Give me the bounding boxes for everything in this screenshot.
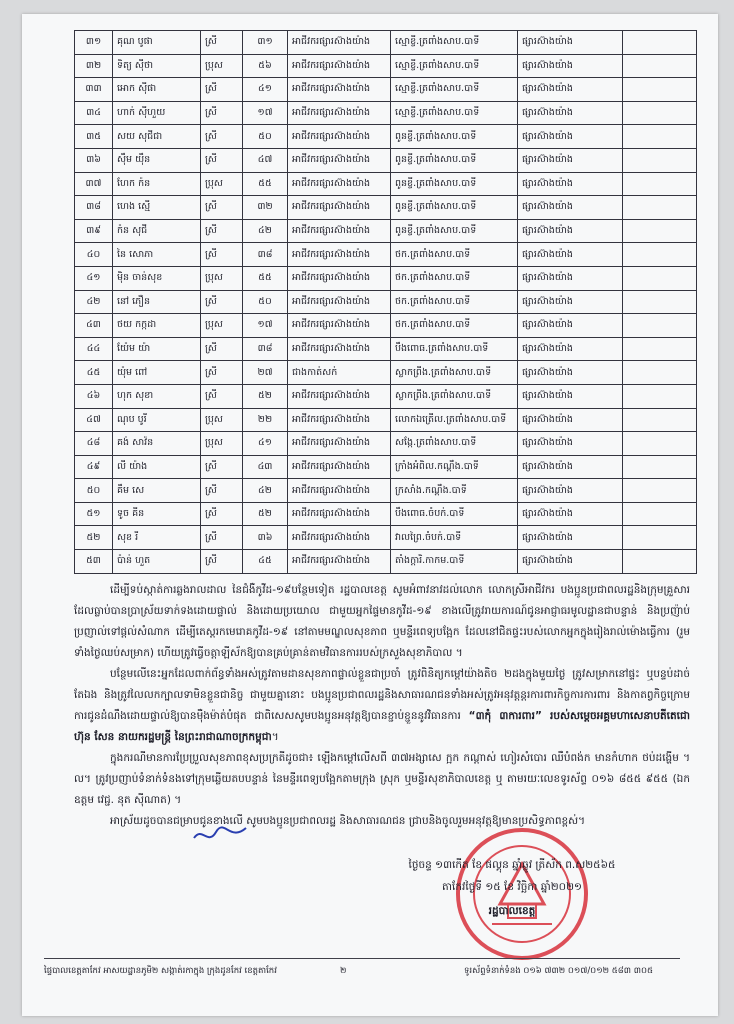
table-cell: ស្មោខ្ចី.ត្រពាំងសាប.បាទី <box>391 101 518 125</box>
table-cell: អាជីវករផ្សារស៊ាងយ៉ាង <box>288 54 391 78</box>
table-cell: ថក.ត្រពាំងសាប.បាទី <box>391 290 518 314</box>
table-cell: ៣១ <box>75 31 113 55</box>
table-cell: ផ្សារស៊ាងយ៉ាង <box>518 78 623 102</box>
table-cell: ស្រី <box>201 101 243 125</box>
table-cell: ៥៥ <box>243 266 288 290</box>
table-cell: ផ្សារស៊ាងយ៉ាង <box>518 550 623 574</box>
table-cell: ថក.ត្រពាំងសាប.បាទី <box>391 314 518 338</box>
signatory: រដ្ឋបាលខេត្ត <box>488 905 536 917</box>
table-cell: ក៉ន សុជី <box>113 219 201 243</box>
table-cell: ៤០ <box>75 243 113 267</box>
table-cell: ផ្សារស៊ាងយ៉ាង <box>518 101 623 125</box>
table-cell: អាជីវករផ្សារស៊ាងយ៉ាង <box>288 455 391 479</box>
table-cell: ផ្សារស៊ាងយ៉ាង <box>518 502 623 526</box>
table-row <box>75 172 697 196</box>
table-cell <box>623 219 697 243</box>
table-cell: ម៉ិន ចាន់សុខ <box>113 266 201 290</box>
table-cell: ២២ <box>243 408 288 432</box>
roster-table <box>74 30 697 574</box>
table-cell: ផ្សារស៊ាងយ៉ាង <box>518 384 623 408</box>
table-cell: ផ្សារស៊ាងយ៉ាង <box>518 125 623 149</box>
table-cell: ៣៧ <box>75 172 113 196</box>
table-cell: ផ្សារស៊ាងយ៉ាង <box>518 54 623 78</box>
table-row <box>75 196 697 220</box>
table-cell: ពូនខ្ចី.ត្រពាំងសាប.បាទី <box>391 172 518 196</box>
table-cell: ២៧ <box>243 361 288 385</box>
table-cell: អាជីវករផ្សារស៊ាងយ៉ាង <box>288 219 391 243</box>
table-row <box>75 361 697 385</box>
table-cell: ផ្សារស៊ាងយ៉ាង <box>518 31 623 55</box>
table-row <box>75 526 697 550</box>
table-cell: ក្រាំងអំពិល.កណ្តឹង.បាទី <box>391 455 518 479</box>
table-cell: ៤៧ <box>243 148 288 172</box>
table-cell: អាជីវករផ្សារស៊ាងយ៉ាង <box>288 550 391 574</box>
table-cell: ៣៦ <box>243 526 288 550</box>
table-cell: ប្រុស <box>201 408 243 432</box>
table-cell: គឹម សេ <box>113 479 201 503</box>
closing-block <box>322 854 702 922</box>
table-cell: នៅ ភឿន <box>113 290 201 314</box>
table-cell: ៣២ <box>75 54 113 78</box>
table-cell: អាជីវករផ្សារស៊ាងយ៉ាង <box>288 172 391 196</box>
table-cell: អាជីវករផ្សារស៊ាងយ៉ាង <box>288 125 391 149</box>
table-cell: ផ្សារស៊ាងយ៉ាង <box>518 196 623 220</box>
table-cell: អាជីវករផ្សារស៊ាងយ៉ាង <box>288 526 391 550</box>
table-cell <box>623 243 697 267</box>
table-row <box>75 219 697 243</box>
table-cell: ១៧ <box>243 101 288 125</box>
table-cell: ៣៨ <box>243 243 288 267</box>
table-cell: ក្រសាំង.កណ្តឹង.បាទី <box>391 479 518 503</box>
table-cell: ហែក ក៉ន <box>113 172 201 196</box>
table-cell: ផ្សារស៊ាងយ៉ាង <box>518 219 623 243</box>
table-cell <box>623 101 697 125</box>
table-cell: ៤១ <box>75 266 113 290</box>
table-cell: ៥៦ <box>243 54 288 78</box>
table-cell: ផ្សារស៊ាងយ៉ាង <box>518 432 623 456</box>
document-page <box>22 14 718 1016</box>
table-cell: ស្រី <box>201 337 243 361</box>
table-row <box>75 31 697 55</box>
table-cell: ផ្សារស៊ាងយ៉ាង <box>518 172 623 196</box>
table-cell: ផ្សារស៊ាងយ៉ាង <box>518 290 623 314</box>
table-cell: ៣៨ <box>243 337 288 361</box>
table-cell: ៤៨ <box>75 432 113 456</box>
table-cell: ប្រុស <box>201 54 243 78</box>
table-cell: ស្លាកព្រីង.ត្រពាំងសាប.បាទី <box>391 361 518 385</box>
table-cell <box>623 361 697 385</box>
table-cell: ៥៥ <box>243 172 288 196</box>
lunar-date: ថ្ងៃចន្ទ ១៣កើត ខែ ផល្គុន ឆ្នាំឆ្លូវ ត្រីស័ក ព.ស២៥៦៥ <box>408 859 616 871</box>
table-cell: ៥០ <box>75 479 113 503</box>
table-cell: ពូនខ្ចី.ត្រពាំងសាប.បាទី <box>391 219 518 243</box>
letter-body <box>74 580 690 832</box>
table-cell: ៤១ <box>243 432 288 456</box>
page-number: ២ <box>340 966 347 976</box>
table-row <box>75 384 697 408</box>
table-cell: ស្លាកព្រីង.ត្រពាំងសាប.បាទី <box>391 384 518 408</box>
table-cell: ៣៨ <box>75 196 113 220</box>
table-cell: ស្រី <box>201 550 243 574</box>
table-cell: ៤២ <box>75 290 113 314</box>
paragraph-measures-text: បន្ថែមលើនេះអ្នកដែលពាក់ព័ន្ធទាំងអស់ត្រូវតាមដានសុខភាពផ្ទាល់ខ្លួនជាប្រចាំ ត្រូវពិនិត្យកម្តៅយ៉ាងតិច ២ដងក្នុងមួយថ្ងៃ ត្រូវសម្រាកនៅផ្ទះ ឬបន្ទប់ដាច់តែឯង និងត្រូវលៃលកក្បាលទាមិនខ្លួនជានិច្ច ជាមួយគ្នានោះ បងប្អូនប្រជាពលរដ្ឋនិងសាធារណជនទាំងអស់ត្រូវអនុវត្តន្តរការពារកិច្ចការការពារ និងកាតព្វកិច្ចក្រោមការជូនដំណឹងដោយផ្ទាល់ឱ្យបានម៉ឺងម៉ាត់បំផុត ជាពិសេសសូមបងប្អូនអនុវត្តឱ្យបានខ្ជាប់ខ្ជួននូវវិធានការ <box>74 668 690 722</box>
table-cell <box>623 337 697 361</box>
table-cell: វាលព្រៃ.ចំបក់.បាទី <box>391 526 518 550</box>
table-row <box>75 54 697 78</box>
table-cell <box>623 266 697 290</box>
table-cell: អាជីវករផ្សារស៊ាងយ៉ាង <box>288 432 391 456</box>
table-cell: ៥០ <box>243 125 288 149</box>
paragraph-symptoms: ក្នុងករណីមានការប្រែប្រួលសុខភាពខុសប្រក្រតីដូចជា៖ ឡើងកម្តៅលើសពី ៣៧អង្សាសេ ក្អក កណ្តាស់ ហៀរសំបោរ ឈឺបំពង់ក មានកំហាក ថប់ដង្ហើម ។ល។ ត្រូវប្រញាប់ទំនាក់ទំនងទៅក្រុមឆ្លើយតបបន្ទាន់ នៃមន្ទីរពេទ្យបង្អែកតាមក្រុង ស្រុក ឬមន្ទីរសុខាភិបាលខេត្ត ឬ តាមរយៈលេខទូរស័ព្ទ ០១៦ ៨៥៥ ៩៥៥ (ឯកឧត្តម វេជ្ជ. នុត ស៊ីណាត) ។ <box>74 752 690 806</box>
table-cell: ប្រុស <box>201 172 243 196</box>
table-cell: ៥៣ <box>75 550 113 574</box>
table-cell <box>623 432 697 456</box>
table-cell: ស្រី <box>201 78 243 102</box>
table-cell: ៣៦ <box>75 148 113 172</box>
table-cell: ផ្សារស៊ាងយ៉ាង <box>518 479 623 503</box>
table-cell: ស៊ឹម យ៉ឹន <box>113 148 201 172</box>
three-dont-quote: “៣កុំ ៣ការពារ” របស់សម្ដេចអគ្គមហាសេនាបតីតេជោ ហ៊ុន សែន នាយករដ្ឋមន្ត្រី នៃព្រះរាជាណាចក្រកម្ពុជា <box>74 710 691 743</box>
table-cell: ប្រុស <box>201 266 243 290</box>
table-cell: ស្មោខ្ចី.ត្រពាំងសាប.បាទី <box>391 31 518 55</box>
table-row <box>75 502 697 526</box>
table-cell <box>623 455 697 479</box>
table-cell: ប្រុស <box>201 314 243 338</box>
table-cell: ណុប បូរី <box>113 408 201 432</box>
table-cell: អាជីវករផ្សារស៊ាងយ៉ាង <box>288 266 391 290</box>
table-cell <box>623 31 697 55</box>
table-cell: ថយ កក្កដា <box>113 314 201 338</box>
table-cell: ពូនខ្ចី.ត្រពាំងសាប.បាទី <box>391 148 518 172</box>
table-cell: អាជីវករផ្សារស៊ាងយ៉ាង <box>288 290 391 314</box>
table-cell: ស្រី <box>201 384 243 408</box>
table-cell <box>623 196 697 220</box>
table-cell: ស្រី <box>201 196 243 220</box>
table-cell: ប៉ាន់ ហួត <box>113 550 201 574</box>
table-cell <box>623 54 697 78</box>
signature-initial-mark <box>190 824 250 846</box>
table-cell: អាជីវករផ្សារស៊ាងយ៉ាង <box>288 78 391 102</box>
table-cell: ៥០ <box>243 290 288 314</box>
table-cell: អាជីវករផ្សារស៊ាងយ៉ាង <box>288 196 391 220</box>
table-cell <box>623 479 697 503</box>
table-cell: ស្រី <box>201 526 243 550</box>
table-cell: ៥១ <box>75 502 113 526</box>
table-cell: ៤១ <box>243 78 288 102</box>
table-cell: ហេង ស្មើ <box>113 196 201 220</box>
table-cell: ៣៣ <box>75 78 113 102</box>
footer-phone: ទូរស័ព្ទទំនាក់ទំនង ០១៦ ៧៣២ ០១៧/០១២ ៥៨៣ ៣០៥ <box>464 966 654 976</box>
table-cell: ផ្សារស៊ាងយ៉ាង <box>518 266 623 290</box>
table-cell: ៤៥ <box>243 550 288 574</box>
table-cell: ហាក់ ស៊ីហួយ <box>113 101 201 125</box>
table-cell: អាជីវករផ្សារស៊ាងយ៉ាង <box>288 337 391 361</box>
table-cell: ស្មោខ្ចី.ត្រពាំងសាប.បាទី <box>391 54 518 78</box>
table-cell: ស្រី <box>201 502 243 526</box>
table-row <box>75 479 697 503</box>
table-cell: លោកឯត្រើល.ត្រពាំងសាប.បាទី <box>391 408 518 432</box>
table-cell: ផ្សារស៊ាងយ៉ាង <box>518 314 623 338</box>
table-cell: អាជីវករផ្សារស៊ាងយ៉ាង <box>288 314 391 338</box>
table-cell: ទូច គីន <box>113 502 201 526</box>
table-cell: ១៧ <box>243 314 288 338</box>
table-cell: ៣១ <box>243 31 288 55</box>
table-cell: អាជីវករផ្សារស៊ាងយ៉ាង <box>288 502 391 526</box>
table-cell: តាំងក្ដារិ.កាកម.បាទី <box>391 550 518 574</box>
table-cell: ស្រី <box>201 243 243 267</box>
footer-divider <box>44 958 680 959</box>
table-cell: ថក.ត្រពាំងសាប.បាទី <box>391 266 518 290</box>
table-cell: ៤៤ <box>75 337 113 361</box>
table-row <box>75 101 697 125</box>
table-cell: ស្រី <box>201 290 243 314</box>
table-cell: សុខ រី <box>113 526 201 550</box>
footer-address: ផ្ទៃបាលខេត្តតាកែវ អាសយដ្ឋានភូមិ២ សង្កាត់រកាក្នុង ក្រុងដូនកែវ ខេត្តតាកែវ <box>44 966 277 976</box>
table-cell <box>623 408 697 432</box>
table-cell: ប្រុស <box>201 432 243 456</box>
table-cell: ថក.ត្រពាំងសាប.បាទី <box>391 243 518 267</box>
table-cell: អាជីវករផ្សារស៊ាងយ៉ាង <box>288 101 391 125</box>
table-cell: នៃ សោភា <box>113 243 201 267</box>
table-row <box>75 148 697 172</box>
table-cell: អាជីវករផ្សារស៊ាងយ៉ាង <box>288 408 391 432</box>
table-cell: ៤២ <box>243 219 288 243</box>
table-cell: ៤៦ <box>75 384 113 408</box>
table-cell: ស្មោខ្ចី.ត្រពាំងសាប.បាទី <box>391 78 518 102</box>
table-row <box>75 337 697 361</box>
table-row <box>75 243 697 267</box>
table-cell: លី យ៉ាង <box>113 455 201 479</box>
table-cell: អាជីវករផ្សារស៊ាងយ៉ាង <box>288 243 391 267</box>
table-cell: ៣៥ <box>75 125 113 149</box>
table-cell: សង្កែ.ត្រពាំងសាប.បាទី <box>391 432 518 456</box>
table-cell: ទិត្យ ស៊ីថា <box>113 54 201 78</box>
table-cell: ផ្សារស៊ាងយ៉ាង <box>518 526 623 550</box>
table-cell: គង់ សាវ៉ន <box>113 432 201 456</box>
table-cell: គុណ បូផា <box>113 31 201 55</box>
table-cell: អាជីវករផ្សារស៊ាងយ៉ាង <box>288 148 391 172</box>
table-cell: ៥២ <box>243 502 288 526</box>
table-cell: ៤៣ <box>75 314 113 338</box>
table-row <box>75 125 697 149</box>
table-cell <box>623 550 697 574</box>
table-row <box>75 290 697 314</box>
table-row <box>75 266 697 290</box>
table-cell: ៤៩ <box>75 455 113 479</box>
table-cell: អាជីវករផ្សារស៊ាងយ៉ាង <box>288 31 391 55</box>
table-cell: ពូនខ្ចី.ត្រពាំងសាប.បាទី <box>391 125 518 149</box>
table-cell <box>623 290 697 314</box>
table-row <box>75 314 697 338</box>
solar-date: តាកែវថ្ងៃទី ១៥ ខែ វិច្ឆិកា ឆ្នាំ២០២១ <box>442 881 582 893</box>
table-cell <box>623 148 697 172</box>
table-cell: ផ្សារស៊ាងយ៉ាង <box>518 408 623 432</box>
table-cell: យ៉ុម ពៅ <box>113 361 201 385</box>
table-cell <box>623 125 697 149</box>
table-cell: ផ្សារស៊ាងយ៉ាង <box>518 455 623 479</box>
table-cell: ស្រី <box>201 219 243 243</box>
table-cell: ៥២ <box>243 384 288 408</box>
table-row <box>75 550 697 574</box>
table-row <box>75 432 697 456</box>
table-cell: ស្រី <box>201 455 243 479</box>
table-cell: ៤៣ <box>243 455 288 479</box>
table-cell <box>623 172 697 196</box>
table-row <box>75 455 697 479</box>
table-cell <box>623 526 697 550</box>
table-cell: សយ សុជីជា <box>113 125 201 149</box>
table-cell: អោក ស៊ីផា <box>113 78 201 102</box>
table-cell: ផ្សារស៊ាងយ៉ាង <box>518 148 623 172</box>
table-cell: ស្រី <box>201 148 243 172</box>
table-row <box>75 78 697 102</box>
table-cell: យ៉ែម យ៉ា <box>113 337 201 361</box>
table-cell: ៤២ <box>243 479 288 503</box>
table-cell <box>623 314 697 338</box>
table-cell: ស្រី <box>201 31 243 55</box>
table-cell: ស្រី <box>201 479 243 503</box>
table-cell: ៤៧ <box>75 408 113 432</box>
table-cell: ស្រី <box>201 125 243 149</box>
table-cell: ៤៥ <box>75 361 113 385</box>
table-cell: ផ្សារស៊ាងយ៉ាង <box>518 337 623 361</box>
table-cell: ជាងកាត់សក់ <box>288 361 391 385</box>
table-cell: ពូនខ្ចី.ត្រពាំងសាប.បាទី <box>391 196 518 220</box>
paragraph-conclusion: អាស្រ័យដូចបានជម្រាបជូនខាងលើ សូមបងប្អូនប្រជាពលរដ្ឋ និងសាធារណជន ជ្រាបនិងចូលរួមអនុវត្តឱ្យមានប្រសិទ្ធភាពខ្ពស់។ <box>110 815 586 827</box>
table-cell: ហុក សុខា <box>113 384 201 408</box>
table-cell <box>623 384 697 408</box>
table-cell: ៥២ <box>75 526 113 550</box>
table-cell: ៣៩ <box>75 219 113 243</box>
table-cell: ៣៤ <box>75 101 113 125</box>
paragraph-measures <box>74 664 690 748</box>
table-cell <box>623 502 697 526</box>
table-cell: ផ្សារស៊ាងយ៉ាង <box>518 243 623 267</box>
table-cell: ផ្សារស៊ាងយ៉ាង <box>518 361 623 385</box>
table-cell: អាជីវករផ្សារស៊ាងយ៉ាង <box>288 384 391 408</box>
table-row <box>75 408 697 432</box>
paragraph-measures-end: ។ <box>271 731 279 743</box>
table-cell: បឹងពោធ.ចំបក់.បាទី <box>391 502 518 526</box>
table-cell: ស្រី <box>201 361 243 385</box>
table-cell: អាជីវករផ្សារស៊ាងយ៉ាង <box>288 479 391 503</box>
table-cell: ៣២ <box>243 196 288 220</box>
roster-table-body <box>75 31 697 574</box>
table-cell: បឹងពោធ.ត្រពាំងសាប.បាទី <box>391 337 518 361</box>
table-cell <box>623 78 697 102</box>
paragraph-appeal: ដើម្បីទប់ស្កាត់ការឆ្លងរាលដាល នៃជំងឺកូវីដ-១៩បន្ថែមទៀត រដ្ឋបាលខេត្ត សូមអំពាវនាវដល់លោក លោកស្រីអាជីវករ បងប្អូនប្រជាពលរដ្ឋនិងក្រុមគ្រួសារដែលធ្លាប់បានប្រាស្រ័យទាក់ទងដោយផ្ទាល់ និងដោយប្រយោល ជាមួយអ្នកផ្ទៃមានកូវីដ-១៩ ខាងលើត្រូវរាយការណ៍ជូនអាជ្ញាធរមូលដ្ឋានជាបន្ទាន់ និងប្រញ៉ាប់ប្រញាល់ទៅផ្ដល់សំណាក ដើម្បីតេស្តរកមេរោគកូវីដ-១៩ នៅតាមមណ្ឌលសុខភាព ឬមន្ទីរពេទ្យបង្អែក ដែលនៅជិតផ្ទះរបស់លោកអ្នកក្នុងរៀងរាល់ម៉ោងធ្វើការ (រួមទាំងថ្ងៃឈប់សម្រាក) ហើយត្រូវធ្វើចត្តាឡីស័កឱ្យបានគ្រប់គ្រាន់តាមវិធានការរបស់ក្រសួងសុខាភិបាល ។ <box>74 584 690 659</box>
